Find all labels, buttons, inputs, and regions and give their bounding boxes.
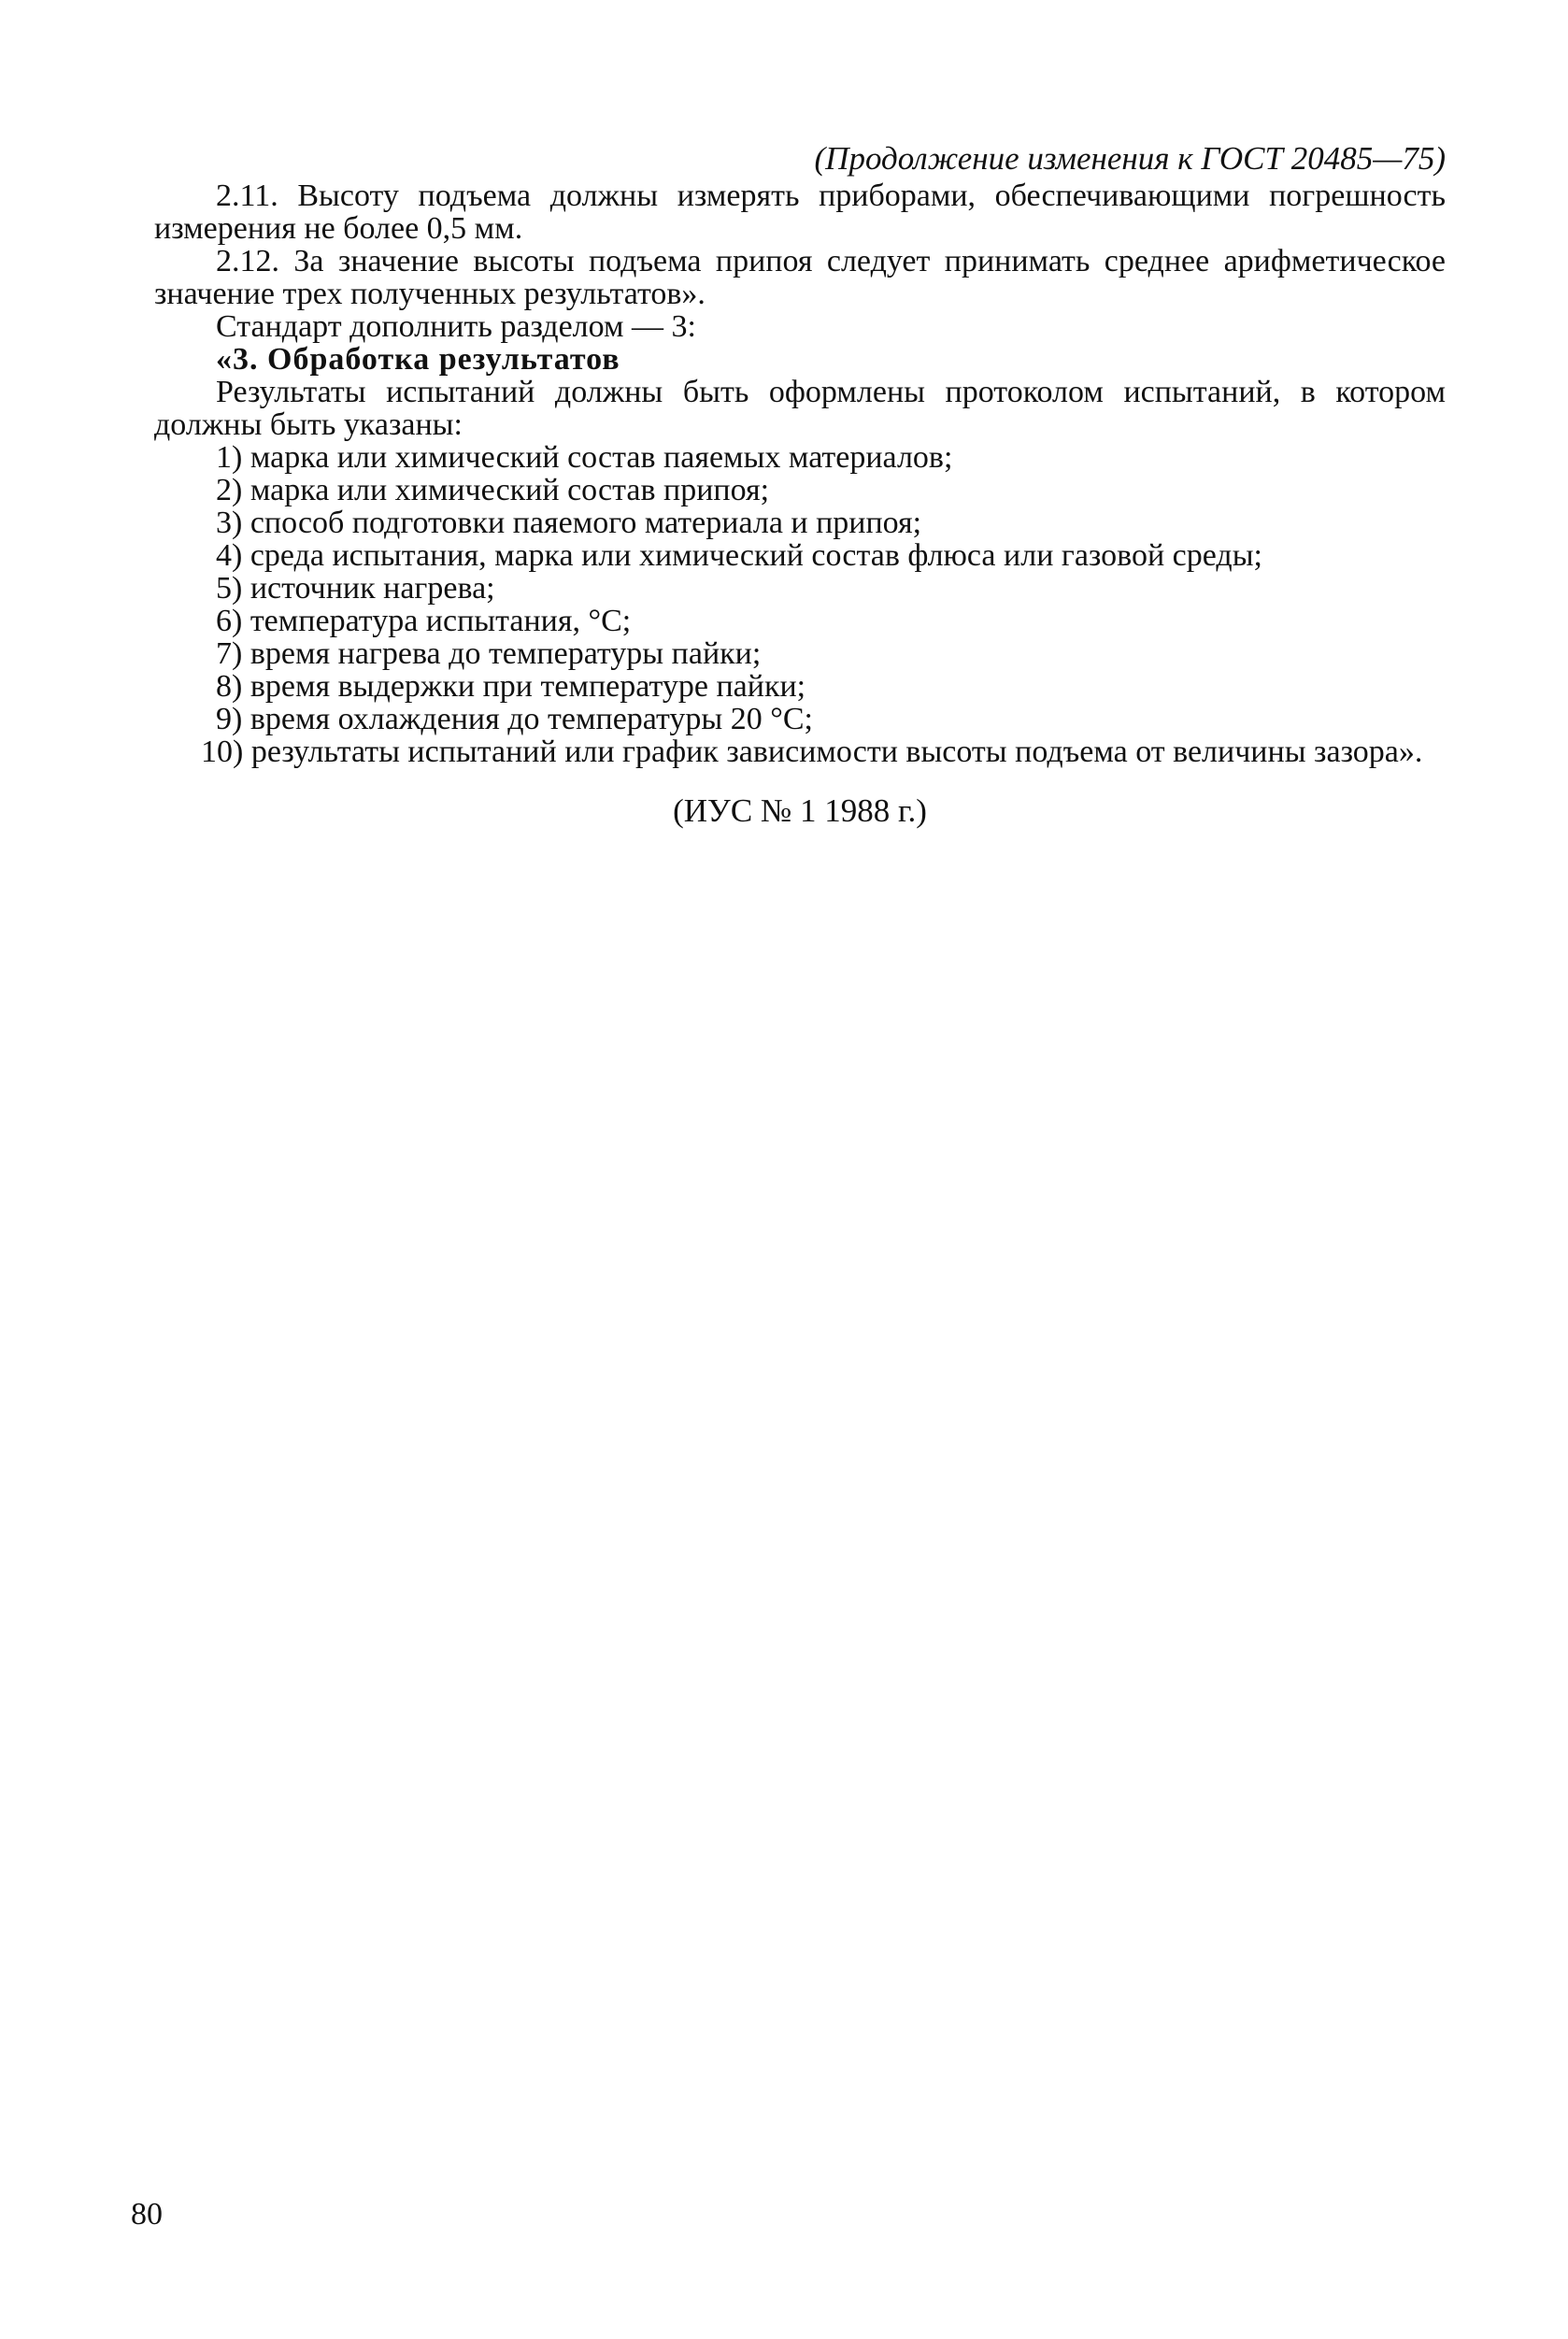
list-item: 7) время нагрева до температуры пайки;: [216, 636, 762, 671]
continuation-header: (Продолжение изменения к ГОСТ 20485—75): [814, 140, 1446, 177]
list-item: 4) среда испытания, марка или химический состав флюса или газовой среды;: [216, 538, 1262, 573]
supplement-paragraph: Стандарт дополнить разделом — 3:: [216, 309, 696, 344]
paragraph-2-11: 2.11. Высоту подъема должны измерять приборами, обеспечивающими погрешность измерения не более 0,5 мм.: [154, 178, 1446, 246]
list-item: 9) время охлаждения до температуры 20 °С;: [216, 702, 813, 736]
list-item: 10) результаты испытаний или график зависимости высоты подъема от величины зазора».: [201, 735, 1423, 769]
list-item: 8) время выдержки при температуре пайки;: [216, 669, 806, 704]
source-note: (ИУС № 1 1988 г.): [673, 792, 927, 829]
list-item: 6) температура испытания, °С;: [216, 604, 632, 638]
section-title: «3. Обработка результатов: [216, 342, 620, 377]
paragraph-2-12: 2.12. За значение высоты подъема припоя следует принимать среднее арифметическое значение трех полученных результатов».: [154, 244, 1446, 311]
page-number: 80: [131, 2197, 163, 2232]
results-list: [154, 441, 1446, 768]
list-item: 3) способ подготовки паяемого материала и припоя;: [216, 506, 922, 540]
list-item: 1) марка или химический состав паяемых материалов;: [216, 440, 953, 475]
results-intro: Результаты испытаний должны быть оформлены протоколом испытаний, в котором должны быть указаны:: [154, 375, 1446, 442]
list-item: 5) источник нагрева;: [216, 571, 495, 606]
list-item: 2) марка или химический состав припоя;: [216, 473, 770, 507]
document-content: [154, 140, 1446, 830]
